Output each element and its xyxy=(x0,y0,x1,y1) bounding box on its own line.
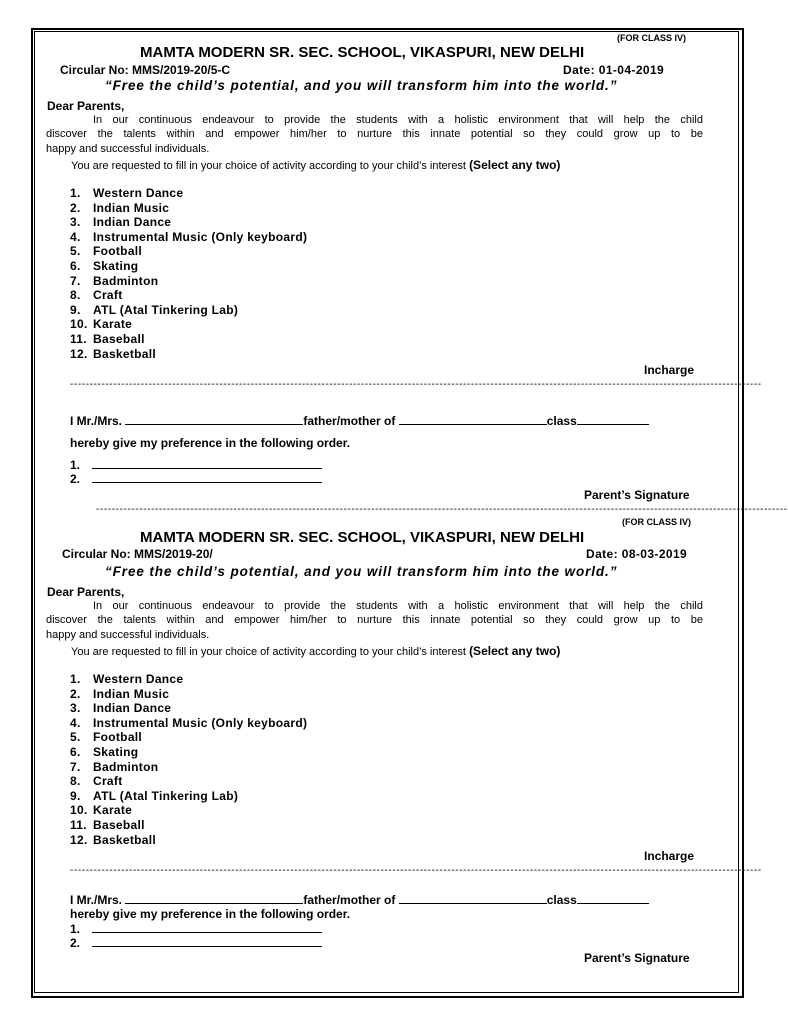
preference-1: 1. xyxy=(70,458,322,472)
cut-line: -------------------------------------------------------------------------------------------------------------------------------------------------------------------------------- xyxy=(96,504,788,515)
circular-number: Circular No: MMS/2019-20/5-C xyxy=(60,63,231,77)
preference-2-field[interactable] xyxy=(92,473,322,483)
school-motto: “Free the child’s potential, and you will transform him into the world.” xyxy=(105,78,618,93)
salutation: Dear Parents, xyxy=(47,99,125,113)
request-line xyxy=(71,644,560,658)
list-item: 1. Western Dance xyxy=(70,186,184,200)
school-motto: “Free the child’s potential, and you will transform him into the world.” xyxy=(105,564,618,579)
list-item: 6. Skating xyxy=(70,744,139,759)
paragraph-line-2: discover the talents within and empower him/her to nurture this innate potential so they could grow up to be xyxy=(46,614,703,626)
list-item: 5. Football xyxy=(70,730,143,745)
list-item: 10. Karate xyxy=(70,803,133,818)
cut-line: -------------------------------------------------------------------------------------------------------------------------------------------------------------------------------- xyxy=(70,865,762,876)
list-item: 3. Indian Dance xyxy=(70,215,172,230)
request-bold: (Select any two) xyxy=(469,158,561,172)
parent-signature-label: Parent’s Signature xyxy=(584,488,690,502)
incharge-label: Incharge xyxy=(644,849,695,863)
list-item: 8. Craft xyxy=(70,288,123,303)
list-item: 9. ATL (Atal Tinkering Lab) xyxy=(70,302,239,317)
preference-statement: hereby give my preference in the following order. xyxy=(70,436,351,450)
list-item: 12. Basketball xyxy=(70,346,157,361)
request-text: You are requested to fill in your choice of activity according to your child’s interest xyxy=(71,646,466,658)
circular-date: Date: 01-04-2019 xyxy=(563,63,665,77)
salutation: Dear Parents, xyxy=(47,585,125,599)
school-name: MAMTA MODERN SR. SEC. SCHOOL, VIKASPURI, NEW DELHI xyxy=(140,529,585,546)
incharge-label: Incharge xyxy=(644,363,695,377)
list-item: 2. Indian Music xyxy=(70,686,170,701)
request-text: You are requested to fill in your choice of activity according to your child’s interest xyxy=(71,160,466,172)
list-item: 4. Instrumental Music (Only keyboard) xyxy=(70,229,308,244)
parent-name-field[interactable] xyxy=(125,415,303,425)
child-name-field[interactable] xyxy=(399,894,547,904)
list-item: 3. Indian Dance xyxy=(70,701,172,716)
paragraph-line-1: In our continuous endeavour to provide the students with a holistic environment that will help the child xyxy=(93,600,703,612)
parent-signature-label: Parent’s Signature xyxy=(584,951,690,965)
list-item: 6. Skating xyxy=(70,258,139,273)
paragraph-line-2: discover the talents within and empower him/her to nurture this innate potential so they could grow up to be xyxy=(46,128,703,140)
request-line xyxy=(71,158,560,172)
parent-name-field[interactable] xyxy=(125,894,303,904)
list-item: 5. Football xyxy=(70,244,143,259)
circular-number: Circular No: MMS/2019-20/ xyxy=(62,547,213,561)
preference-1-field[interactable] xyxy=(92,923,322,933)
preference-statement: hereby give my preference in the following order. xyxy=(70,907,351,921)
list-item: 10. Karate xyxy=(70,317,133,332)
paragraph-line-1: In our continuous endeavour to provide the students with a holistic environment that will help the child xyxy=(93,114,703,126)
preference-2: 2. xyxy=(70,472,322,486)
list-item: 1. Western Dance xyxy=(70,672,184,686)
consent-line: I Mr./Mrs. father/mother of class xyxy=(70,893,649,907)
list-item: 12. Basketball xyxy=(70,832,157,847)
preference-2: 2. xyxy=(70,936,322,950)
list-item: 9. ATL (Atal Tinkering Lab) xyxy=(70,788,239,803)
school-name: MAMTA MODERN SR. SEC. SCHOOL, VIKASPURI, NEW DELHI xyxy=(140,44,585,61)
list-item: 7. Badminton xyxy=(70,273,159,288)
preference-1-field[interactable] xyxy=(92,459,322,469)
class-field[interactable] xyxy=(577,415,649,425)
list-item: 11. Baseball xyxy=(70,817,145,832)
class-tag: (FOR CLASS IV) xyxy=(622,517,691,527)
child-name-field[interactable] xyxy=(399,415,547,425)
paragraph-line-3: happy and successful individuals. xyxy=(46,629,210,641)
class-tag: (FOR CLASS IV) xyxy=(617,33,686,43)
request-bold: (Select any two) xyxy=(469,644,561,658)
activity-list xyxy=(70,186,307,361)
activity-list xyxy=(70,672,307,847)
list-item: 2. Indian Music xyxy=(70,200,170,215)
list-item: 4. Instrumental Music (Only keyboard) xyxy=(70,715,308,730)
paragraph-line-3: happy and successful individuals. xyxy=(46,143,210,155)
list-item: 8. Craft xyxy=(70,774,123,789)
list-item: 7. Badminton xyxy=(70,759,159,774)
list-item: 11. Baseball xyxy=(70,331,145,346)
cut-line: -------------------------------------------------------------------------------------------------------------------------------------------------------------------------------- xyxy=(70,379,762,390)
preference-2-field[interactable] xyxy=(92,937,322,947)
circular-date: Date: 08-03-2019 xyxy=(586,547,688,561)
consent-line: I Mr./Mrs. father/mother of class xyxy=(70,414,649,428)
preference-1: 1. xyxy=(70,922,322,936)
class-field[interactable] xyxy=(577,894,649,904)
